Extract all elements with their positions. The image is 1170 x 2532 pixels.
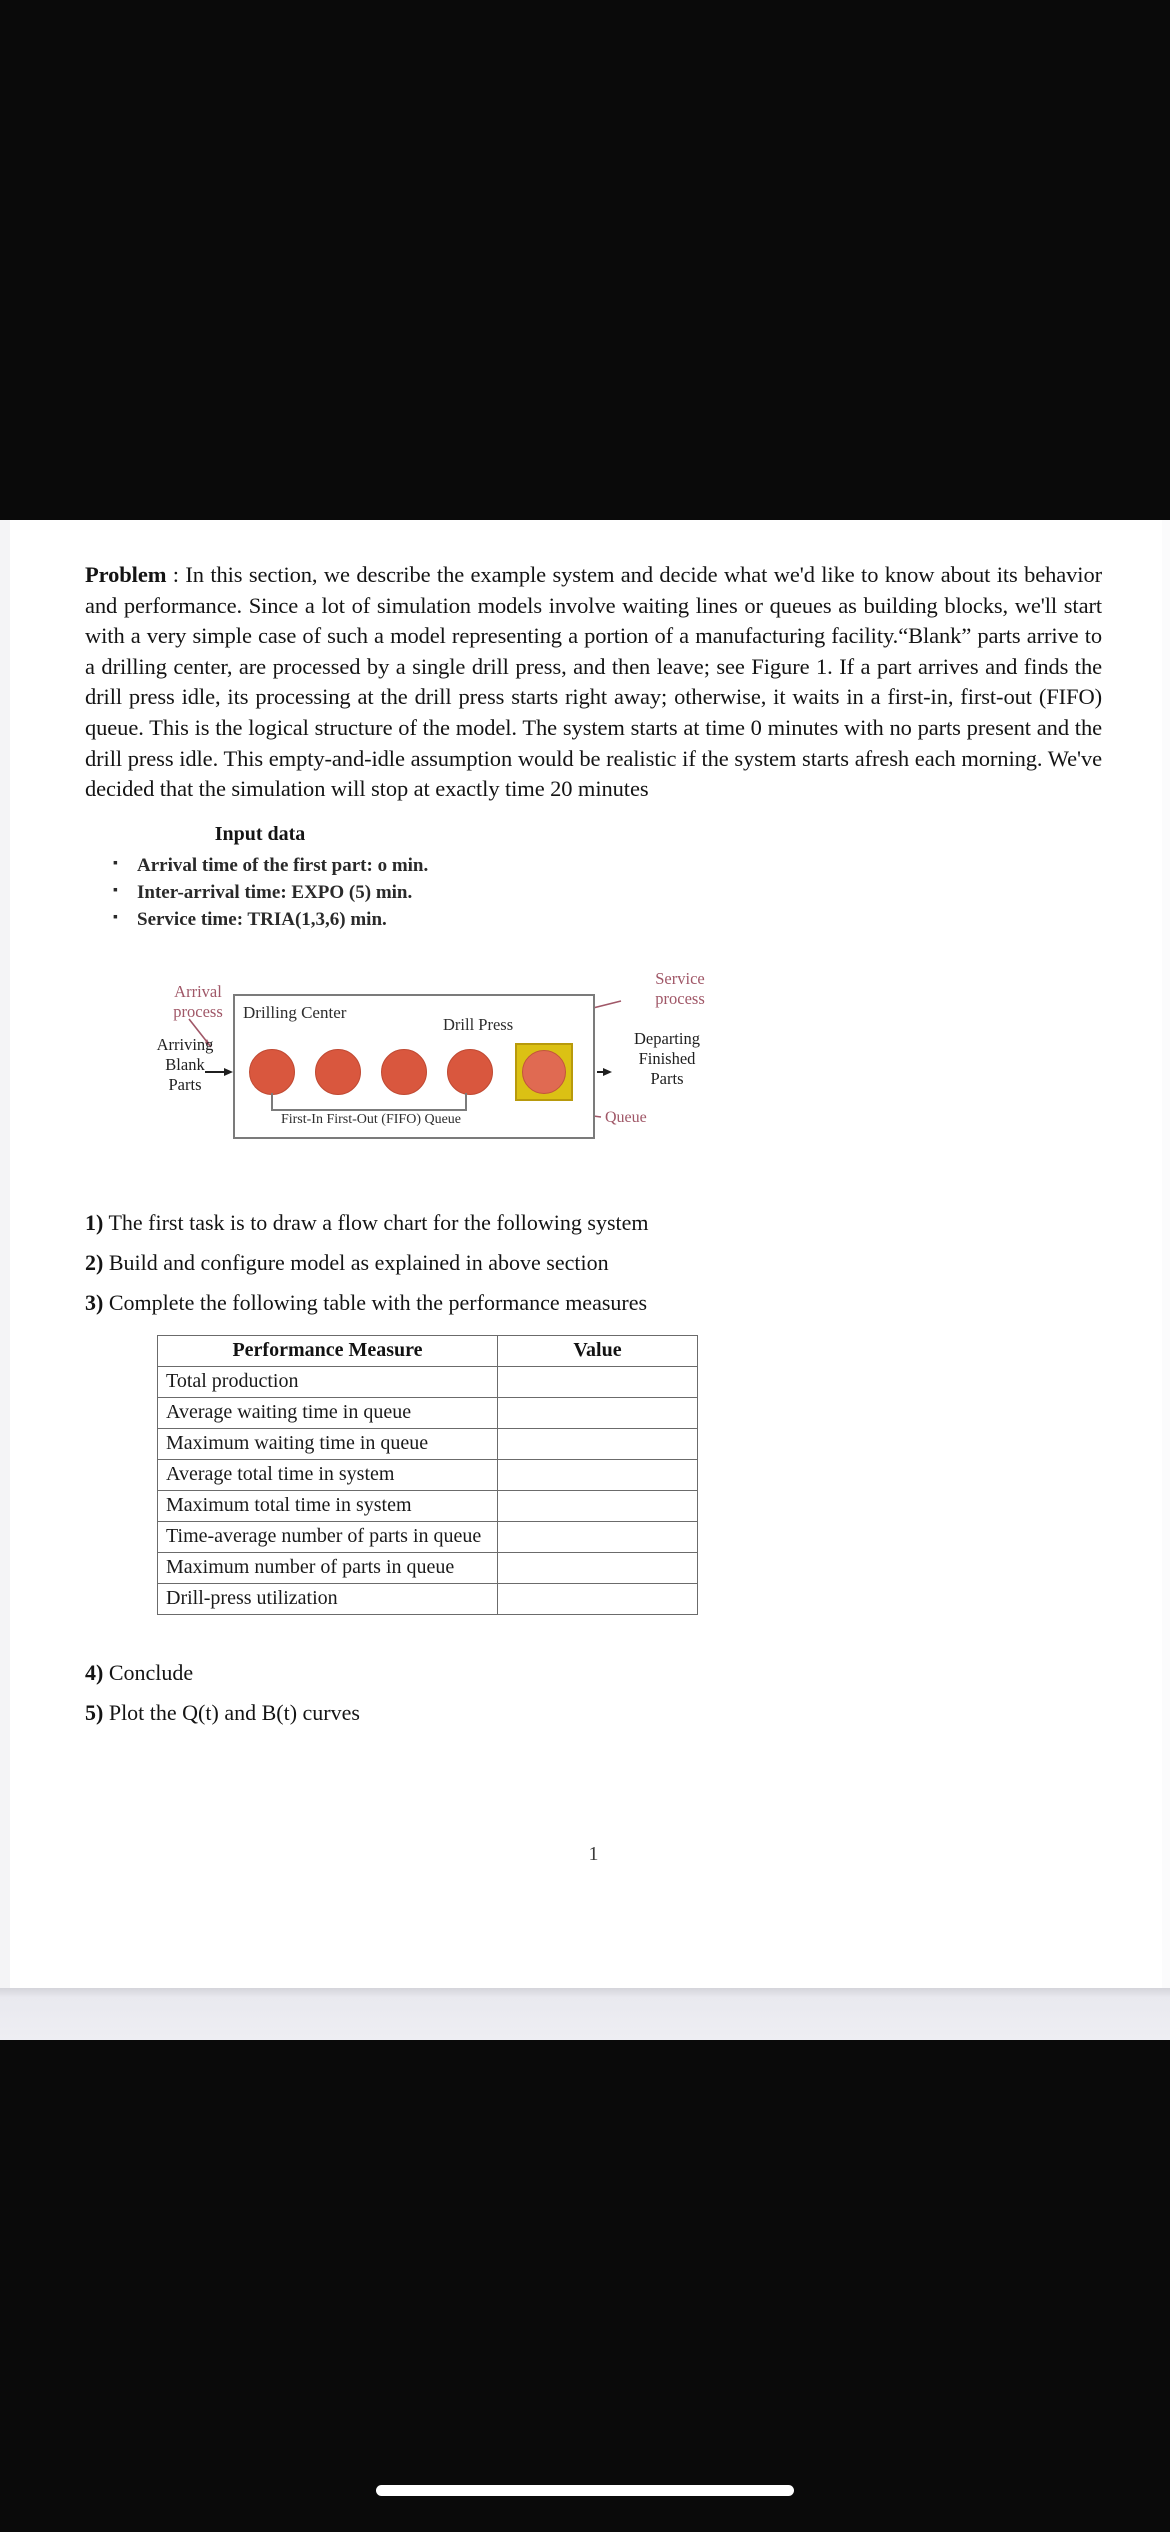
table-row xyxy=(158,1521,698,1552)
measure-cell: Time-average number of parts in queue xyxy=(158,1521,498,1552)
queue-part-circle xyxy=(315,1049,361,1095)
input-data-list xyxy=(85,852,1102,933)
fifo-queue-label: First-In First-Out (FIFO) Queue xyxy=(280,1111,462,1127)
measure-cell: Average waiting time in queue xyxy=(158,1397,498,1428)
table-row xyxy=(158,1552,698,1583)
page-left-edge xyxy=(0,520,10,1988)
fifo-bracket xyxy=(271,1093,467,1111)
table-row xyxy=(158,1459,698,1490)
measure-cell: Drill-press utilization xyxy=(158,1583,498,1614)
page-right-edge xyxy=(1162,520,1170,1988)
performance-measures-table xyxy=(157,1335,698,1615)
measure-cell: Maximum number of parts in queue xyxy=(158,1552,498,1583)
queue-part-circle xyxy=(381,1049,427,1095)
task-text: The first task is to draw a flow chart for the following system xyxy=(108,1209,649,1235)
arrival-process-label: Arrival process xyxy=(173,981,223,1021)
page-number: 1 xyxy=(588,1842,599,1865)
value-cell[interactable] xyxy=(498,1521,698,1552)
departing-finished-parts-label: Departing Finished Parts xyxy=(634,1028,700,1088)
value-cell[interactable] xyxy=(498,1490,698,1521)
page-bottom-shadow xyxy=(0,1988,1170,2040)
table-row xyxy=(158,1583,698,1614)
drill-press-part-circle xyxy=(522,1050,566,1094)
task-number: 2) xyxy=(85,1249,104,1275)
measure-cell: Maximum total time in system xyxy=(158,1490,498,1521)
input-data-heading: Input data xyxy=(214,822,306,845)
task-item xyxy=(85,1283,1102,1323)
drill-press-label: Drill Press xyxy=(443,1014,514,1034)
table-row xyxy=(158,1428,698,1459)
value-cell[interactable] xyxy=(498,1459,698,1490)
problem-label: Problem xyxy=(85,562,167,587)
input-data-item: ▪ Inter-arrival time: EXPO (5) min. xyxy=(85,879,1102,906)
bottom-letterbox xyxy=(0,2040,1170,2532)
value-cell[interactable] xyxy=(498,1583,698,1614)
value-cell[interactable] xyxy=(498,1428,698,1459)
task-number: 1) xyxy=(85,1209,104,1235)
task-number: 3) xyxy=(85,1289,104,1315)
value-cell[interactable] xyxy=(498,1366,698,1397)
measure-cell: Maximum waiting time in queue xyxy=(158,1428,498,1459)
home-indicator[interactable] xyxy=(376,2485,794,2496)
task-item xyxy=(85,1203,1102,1243)
task-text: Conclude xyxy=(108,1659,194,1685)
task-text: Complete the following table with the performance measures xyxy=(108,1289,648,1315)
problem-paragraph xyxy=(85,560,1102,805)
drilling-center-title: Drilling Center xyxy=(243,1002,347,1022)
task-number: 5) xyxy=(85,1699,104,1725)
table-row xyxy=(158,1397,698,1428)
service-process-label: Service process xyxy=(655,968,705,1008)
task-list-bottom xyxy=(85,1653,1102,1733)
value-cell[interactable] xyxy=(498,1397,698,1428)
measure-cell: Total production xyxy=(158,1366,498,1397)
task-item xyxy=(85,1693,1102,1733)
input-data-item: ▪ Arrival time of the first part: o min. xyxy=(85,852,1102,879)
task-number: 4) xyxy=(85,1659,104,1685)
value-cell[interactable] xyxy=(498,1552,698,1583)
task-list-top xyxy=(85,1203,1102,1323)
task-item xyxy=(85,1243,1102,1283)
task-text: Build and configure model as explained in above section xyxy=(108,1249,609,1275)
table-header-row xyxy=(158,1335,698,1366)
queue-part-circle xyxy=(447,1049,493,1095)
task-text: Plot the Q(t) and B(t) curves xyxy=(108,1699,360,1725)
document-page xyxy=(0,520,1170,1988)
arriving-blank-parts-label: Arriving Blank Parts xyxy=(156,1034,214,1094)
problem-separator: : xyxy=(166,562,186,587)
input-data-item: ▪ Service time: TRIA(1,3,6) min. xyxy=(85,906,1102,933)
problem-body: In this section, we describe the example system and decide what we'd like to know about its behavior and performance. Since a lot of simulation models involve waiting lines or queues as building blocks, we'll start with a very simple case of such a model representing a portion of a manufacturing facility.“Blank” parts arrive to a drilling center, are processed by a single drill press, and then leave; see Figure 1. If a part arrives and finds the drill press idle, its processing at the drill press starts right away; otherwise, it waits in a first-in, first-out (FIFO) queue. This is the logical structure of the model. The system starts at time 0 minutes with no parts present and the drill press idle. This empty-and-idle assumption would be realistic if the system starts afresh each morning. We've decided that the simulation will stop at exactly time 20 minutes xyxy=(85,562,1103,802)
top-letterbox xyxy=(0,0,1170,520)
task-item xyxy=(85,1653,1102,1693)
column-header-measure: Performance Measure xyxy=(158,1335,498,1366)
drilling-center-figure xyxy=(85,957,1102,1177)
measure-cell: Average total time in system xyxy=(158,1459,498,1490)
queue-annotation-label: Queue xyxy=(605,1108,647,1126)
column-header-value: Value xyxy=(498,1335,698,1366)
queue-part-circle xyxy=(249,1049,295,1095)
table-row xyxy=(158,1490,698,1521)
table-row xyxy=(158,1366,698,1397)
